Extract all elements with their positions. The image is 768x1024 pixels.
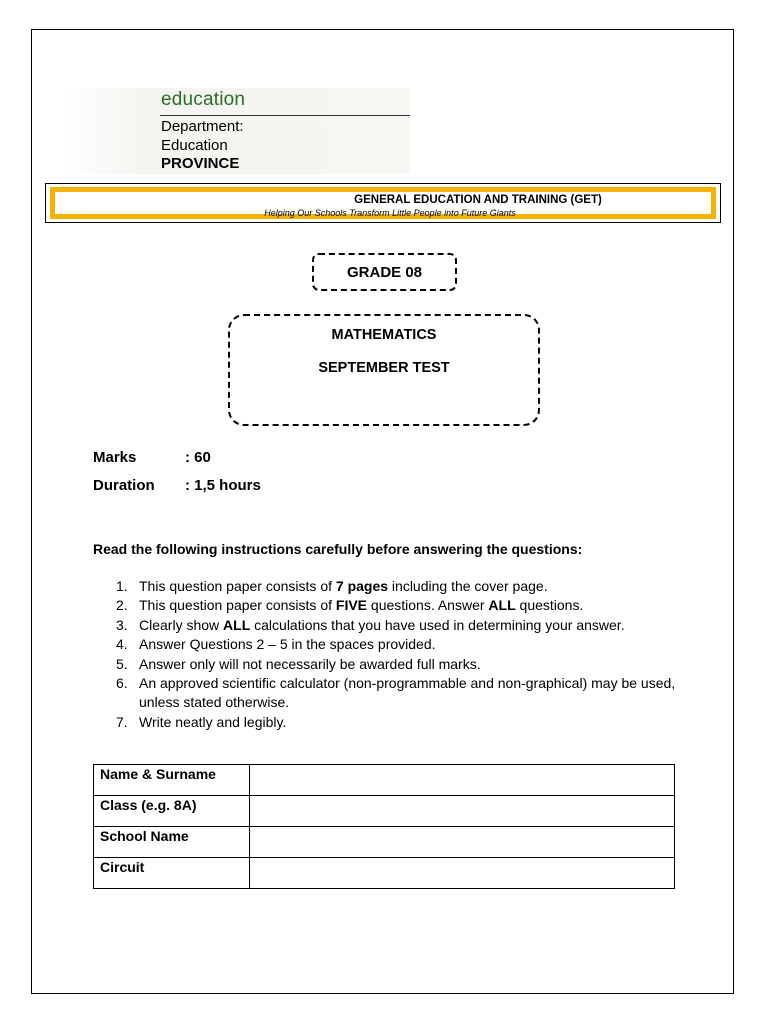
instruction-emphasis: 7 pages	[335, 578, 389, 594]
duration-value: : 1,5 hours	[185, 477, 261, 494]
instruction-text: questions. Answer	[367, 597, 489, 614]
instruction-text: questions.	[515, 597, 584, 614]
marks-label: Marks	[93, 449, 137, 466]
circuit-field[interactable]	[249, 858, 674, 889]
instruction-number: 3.	[116, 616, 128, 633]
instruction-text: Answer Questions 2 – 5 in the spaces provided.	[139, 636, 436, 653]
instruction-text: calculations that you have used in determining your answer.	[250, 616, 625, 633]
grade-box	[312, 253, 457, 291]
instruction-item	[93, 674, 693, 713]
instruction-item	[93, 596, 693, 615]
instruction-emphasis: FIVE	[335, 597, 368, 614]
grade-label: GRADE 08	[346, 263, 423, 281]
province-name: PROVINCE	[161, 155, 240, 172]
subject-box	[228, 314, 540, 426]
circuit-label: Circuit	[94, 858, 250, 889]
instruction-emphasis: ALL	[223, 616, 251, 633]
instruction-text: This question paper consists of	[139, 597, 336, 614]
instruction-number: 1.	[116, 578, 128, 594]
instruction-item	[93, 713, 693, 732]
logo-divider	[160, 115, 410, 116]
test-name: SEPTEMBER TEST	[318, 360, 450, 376]
instructions-list	[93, 577, 693, 732]
name-surname-label: Name & Surname	[94, 765, 250, 796]
instruction-number: 7.	[116, 713, 128, 730]
class-label: Class (e.g. 8A)	[94, 796, 250, 827]
dept-label: Department:	[161, 118, 244, 135]
table-row	[94, 796, 675, 827]
instruction-item	[93, 655, 693, 674]
instruction-number: 2.	[116, 597, 128, 614]
get-banner-frame	[50, 187, 716, 219]
instructions-heading: Read the following instructions carefully before answering the questions:	[93, 541, 583, 557]
name-surname-field[interactable]	[249, 765, 674, 796]
instruction-text: This question paper consists of	[139, 578, 336, 594]
instruction-item	[93, 577, 693, 596]
school-name-label: School Name	[94, 827, 250, 858]
duration-label: Duration	[93, 477, 155, 494]
marks-value: : 60	[185, 449, 211, 466]
instruction-text: including the cover page.	[388, 578, 548, 594]
instruction-text: Clearly show	[139, 616, 224, 633]
dept-name: Education	[161, 137, 228, 154]
subject-name: MATHEMATICS	[331, 327, 437, 343]
instruction-item	[93, 635, 693, 654]
logo-wordmark: education	[161, 89, 246, 110]
instruction-number: 5.	[116, 655, 128, 672]
banner-title: GENERAL EDUCATION AND TRAINING (GET)	[354, 194, 602, 206]
instruction-text: Answer only will not necessarily be awarded full marks.	[139, 655, 481, 672]
student-details-table	[93, 764, 675, 889]
instruction-text: An approved scientific calculator (non-programmable and non-graphical) may be used, unless stated otherwise.	[139, 675, 676, 711]
get-banner	[45, 183, 721, 223]
class-field[interactable]	[249, 796, 674, 827]
instruction-emphasis: ALL	[488, 597, 516, 614]
instruction-item	[93, 616, 693, 635]
instruction-number: 4.	[116, 636, 128, 653]
table-row	[94, 827, 675, 858]
table-row	[94, 765, 675, 796]
banner-subtitle: Helping Our Schools Transform Little People into Future Giants	[264, 208, 516, 218]
table-row	[94, 858, 675, 889]
instruction-text: Write neatly and legibly.	[139, 713, 287, 730]
school-name-field[interactable]	[249, 827, 674, 858]
instruction-number: 6.	[116, 675, 128, 692]
